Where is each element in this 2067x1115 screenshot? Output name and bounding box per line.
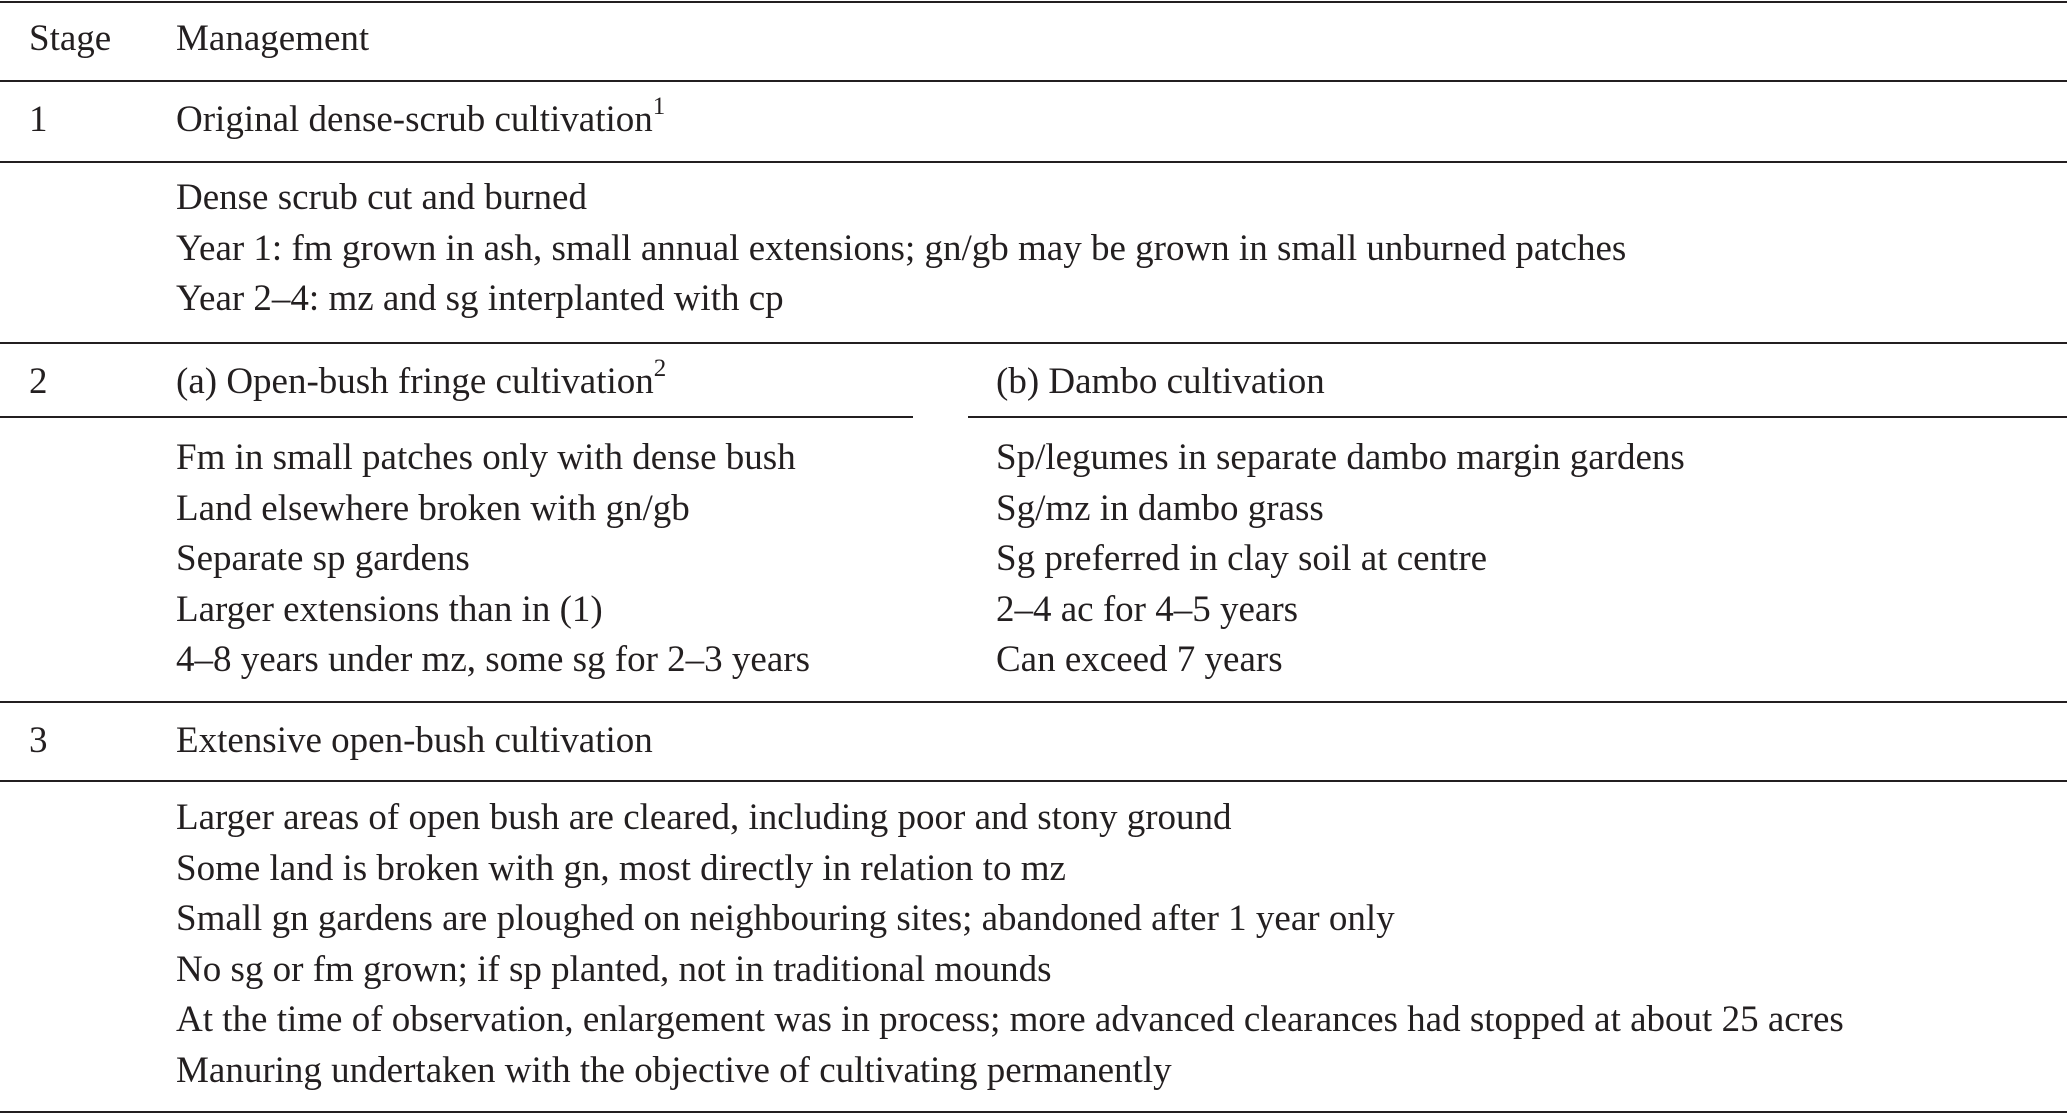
stage2a-footnote-marker: 2 [653, 354, 667, 382]
stage3-line: Some land is broken with gn, most directly in relation to mz [176, 847, 1066, 889]
stage3-number: 3 [29, 720, 48, 761]
stage2b-line: 2–4 ac for 4–5 years [996, 588, 1299, 630]
stage1-line: Year 1: fm grown in ash, small annual extensions; gn/gb may be grown in small unburned patches [176, 227, 1627, 269]
stage3-line: Manuring undertaken with the objective of cultivating permanently [176, 1049, 1172, 1091]
stage1-number: 1 [29, 99, 48, 140]
stage2a-title-rule [0, 416, 913, 418]
stage2b-line: Sp/legumes in separate dambo margin gardens [996, 437, 1685, 478]
header-management: Management [176, 18, 370, 59]
stage2b-line: Can exceed 7 years [996, 639, 1283, 680]
stage2a-line: Land elsewhere broken with gn/gb [176, 487, 690, 529]
stage1-line: Dense scrub cut and burned [176, 177, 587, 218]
stage3-line: No sg or fm grown; if sp planted, not in traditional mounds [176, 948, 1052, 990]
stage3-line: Small gn gardens are ploughed on neighbouring sites; abandoned after 1 year only [176, 898, 1395, 939]
top-rule [0, 1, 2067, 3]
stage1-details [176, 173, 1626, 325]
stage1-title [176, 94, 665, 145]
stage3-line: At the time of observation, enlargement was in process; more advanced clearances had stopped at about 25 acres [176, 999, 1844, 1040]
header-bottom-rule [0, 80, 2067, 82]
stage1-footnote-marker: 1 [652, 92, 666, 120]
stage2a-title [176, 356, 666, 407]
stage2b-line: Sg preferred in clay soil at centre [996, 538, 1488, 579]
stage3-title: Extensive open-bush cultivation [176, 720, 653, 761]
stage1-line: Year 2–4: mz and sg interplanted with cp [176, 278, 784, 319]
stage2a-title-text: (a) Open-bush fringe cultivation [176, 361, 654, 402]
stage1-bottom-rule [0, 342, 2067, 344]
stage2a-line: 4–8 years under mz, some sg for 2–3 years [176, 639, 810, 680]
stage1-title-text: Original dense-scrub cultivation [176, 99, 653, 140]
stage2b-title-rule [968, 416, 2067, 418]
header-stage: Stage [29, 18, 112, 59]
stage3-details [176, 793, 1844, 1096]
stage2a-details [176, 433, 810, 686]
stage1-title-rule [0, 161, 2067, 163]
bottom-rule [0, 1111, 2067, 1113]
stage2a-line: Larger extensions than in (1) [176, 588, 603, 630]
stage2-bottom-rule [0, 701, 2067, 703]
stage2-number: 2 [29, 361, 48, 402]
stage3-line: Larger areas of open bush are cleared, including poor and stony ground [176, 797, 1232, 838]
stage2b-line: Sg/mz in dambo grass [996, 487, 1324, 529]
stage3-title-rule [0, 780, 2067, 782]
stage2b-details [996, 433, 1685, 686]
stage2a-line: Separate sp gardens [176, 538, 470, 579]
stage2a-line: Fm in small patches only with dense bush [176, 437, 796, 478]
stage2b-title: (b) Dambo cultivation [996, 361, 1325, 402]
